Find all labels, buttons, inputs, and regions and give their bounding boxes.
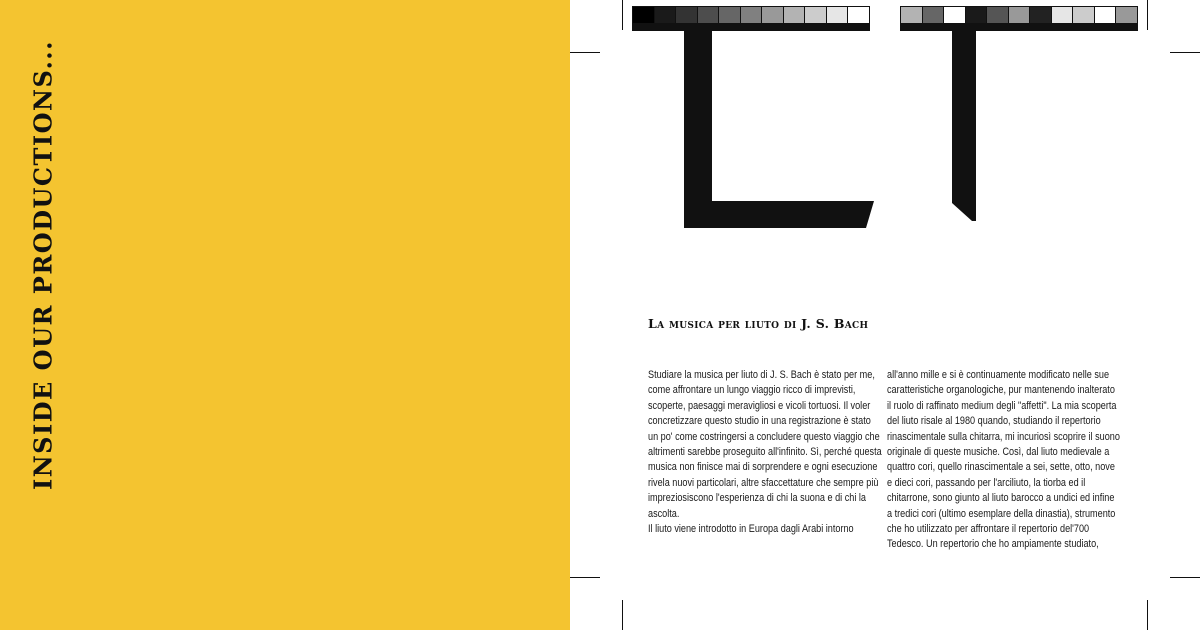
letter-fragment-t [900, 24, 1138, 221]
article-heading: La musica per liuto di J. S. Bach [648, 316, 869, 331]
side-title: INSIDE OUR PRODUCTIONS... [28, 39, 58, 491]
article-paragraph: Studiare la musica per liuto di J. S. Bach è stato per me, come affrontare un lungo viaggio ricco di imprevisti, scoperte, paesaggi meravigliosi e vicoli tortuosi. Il voler concretizzare questo studio in una registrazione è stato un po' come costringersi a concludere questo viaggio che altrimenti sarebbe proseguito all'infinito. Sì, perché questa musica non finisce mai di sorprendere e ogni esecuzione rivela nuovi particolari, altre sfaccettature che sempre più impreziosiscono l'esperienza di chi la suona e di chi la ascolta. [648, 369, 882, 520]
letter-fragment-l [632, 24, 874, 228]
article-column-1 [648, 368, 882, 537]
article-column-2 [887, 368, 1121, 553]
article-paragraph: Il liuto viene introdotto in Europa dagli Arabi intorno [648, 523, 854, 536]
article-paragraph: all'anno mille e si è continuamente modificato nelle sue caratteristiche organologiche, pur mantenendo inalterato il ruolo di raffinato medium degli "affetti". La mia scoperta del liuto risale al 1980 quando, studiando il repertorio rinascimentale sulla chitarra, mi incuriosì scoprire il suono originale di queste musiche. Così, dal liuto medievale a quattro cori, quello rinascimentale a sei, sette, otto, nove e dieci cori, passando per l'arciliuto, la tiorba ed il chitarrone, sono giunto al liuto barocco a undici ed infine a tredici cori (ultimo esemplare della dinastia), strumento che ho utilizzato per affrontare il repertorio del'700 Tedesco. Un repertorio che ho ampiamente studiato, [887, 369, 1120, 551]
